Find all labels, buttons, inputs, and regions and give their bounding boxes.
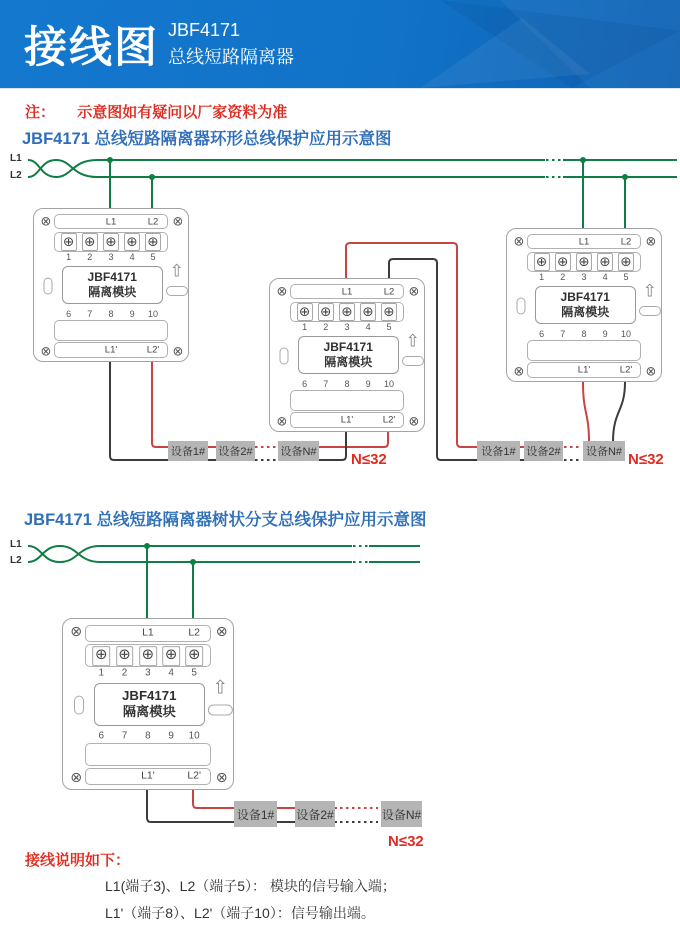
terminal-screw-icon: [576, 253, 592, 271]
terminal-screw-icon: [185, 646, 203, 666]
terminal-screw-glyph: ⊕: [620, 254, 632, 270]
device-box: 设备2#: [216, 441, 255, 461]
terminal-number: 4: [129, 252, 135, 263]
wiring-note-line: L1'（端子8）、L2'（端子10）：信号输出端。: [105, 905, 375, 921]
module-model-label: JBF4171: [560, 290, 610, 305]
terminal-number: 10: [147, 309, 158, 320]
terminal-number: 9: [365, 379, 371, 390]
input-l2-label: L2: [383, 286, 395, 298]
output-l1-label: L1': [104, 344, 118, 356]
terminal-screw-glyph: ⊕: [383, 304, 395, 320]
mounting-slot: [44, 278, 53, 295]
device-box: 设备1#: [168, 441, 208, 461]
module-model-label: JBF4171: [122, 687, 177, 703]
terminal-screw-glyph: ⊕: [320, 304, 332, 320]
terminal-band: [85, 743, 211, 766]
device-box: 设备2#: [295, 801, 335, 827]
note-prefix: 注：: [25, 104, 56, 121]
terminal-number: 4: [365, 322, 371, 333]
label-slot: [639, 306, 661, 316]
up-arrow-icon: ⇧: [212, 676, 229, 698]
terminal-screw-icon: [318, 303, 334, 321]
corner-screw-icon: ⊗: [215, 624, 228, 641]
device-box: 设备1#: [477, 441, 520, 461]
terminal-number: 5: [150, 252, 156, 263]
terminal-number: 1: [302, 322, 308, 333]
terminal-number: 8: [344, 379, 350, 390]
terminal-screw-glyph: ⊕: [557, 254, 569, 270]
module-model-label: JBF4171: [87, 270, 137, 285]
terminal-band: [290, 390, 404, 411]
note-text: 示意图如有疑问以厂家资料为准: [77, 104, 288, 121]
corner-screw-icon: ⊗: [408, 413, 420, 429]
module-model-label: JBF4171: [323, 340, 373, 355]
corner-screw-icon: ⊗: [172, 343, 184, 359]
terminal-number: 9: [168, 730, 174, 742]
corner-screw-icon: ⊗: [40, 213, 52, 229]
terminal-number: 6: [66, 309, 72, 320]
terminal-number: 6: [98, 730, 105, 742]
terminal-number: 10: [383, 379, 394, 390]
device-box: 设备1#: [234, 801, 277, 827]
terminal-screw-glyph: ⊕: [299, 304, 311, 320]
terminal-screw-glyph: ⊕: [126, 234, 138, 250]
module-name-label: 隔离模块: [88, 285, 137, 300]
terminal-screw-glyph: ⊕: [362, 304, 374, 320]
corner-screw-icon: ⊗: [70, 624, 83, 641]
corner-screw-icon: ⊗: [645, 363, 657, 379]
label-slot: [208, 705, 232, 716]
terminal-number: 1: [539, 272, 545, 283]
corner-screw-icon: ⊗: [70, 769, 83, 786]
terminal-number: 3: [581, 272, 587, 283]
corner-screw-icon: ⊗: [513, 363, 525, 379]
corner-screw-icon: ⊗: [276, 283, 288, 299]
page-title: 接线图: [24, 24, 159, 72]
terminal-screw-icon: [162, 646, 180, 666]
terminal-screw-glyph: ⊕: [147, 234, 159, 250]
terminal-screw-glyph: ⊕: [187, 647, 201, 664]
terminal-number: 7: [121, 730, 128, 742]
terminal-number: 4: [168, 667, 174, 679]
terminal-number: 9: [129, 309, 135, 320]
n-limit-label: N≤32: [628, 451, 664, 468]
terminal-screw-icon: [555, 253, 571, 271]
terminal-number: 8: [581, 329, 587, 340]
terminal-screw-glyph: ⊕: [95, 647, 108, 664]
terminal-number: 8: [108, 309, 114, 320]
corner-screw-icon: ⊗: [276, 413, 288, 429]
terminal-screw-glyph: ⊕: [105, 234, 117, 250]
output-l2-label: L2': [146, 344, 160, 356]
terminal-screw-glyph: ⊕: [536, 254, 548, 270]
terminal-screw-glyph: ⊕: [118, 647, 131, 664]
terminal-number: 2: [87, 252, 93, 263]
header-subtitle: 总线短路隔离器: [168, 47, 294, 67]
corner-screw-icon: ⊗: [40, 343, 52, 359]
module-name-box: [298, 336, 399, 375]
terminal-number: 10: [620, 329, 631, 340]
terminal-number: 3: [145, 667, 151, 679]
terminal-band: [54, 320, 168, 341]
output-l1-label: L1': [340, 414, 354, 426]
terminal-screw-icon: [145, 233, 161, 251]
terminal-band: [527, 340, 641, 361]
terminal-number: 1: [98, 667, 105, 679]
corner-screw-icon: ⊗: [172, 213, 184, 229]
terminal-number: 6: [302, 379, 308, 390]
label-slot: [166, 286, 188, 296]
terminal-screw-glyph: ⊕: [84, 234, 96, 250]
bus-label-l1: L1: [10, 539, 22, 550]
terminal-screw-glyph: ⊕: [578, 254, 590, 270]
terminal-screw-glyph: ⊕: [141, 647, 155, 664]
up-arrow-icon: ⇧: [405, 331, 420, 351]
device-box: 设备N#: [583, 441, 625, 461]
input-l1-label: L1: [578, 236, 590, 248]
terminal-screw-glyph: ⊕: [341, 304, 353, 320]
terminal-number: 7: [87, 309, 93, 320]
input-l2-label: L2: [620, 236, 632, 248]
wiring-note-line: L1(端子3)、L2（端子5）： 模块的信号输入端；: [105, 878, 396, 894]
terminal-screw-icon: [360, 303, 376, 321]
up-arrow-icon: ⇧: [642, 281, 657, 301]
terminal-screw-icon: [618, 253, 634, 271]
input-l2-label: L2: [147, 216, 159, 228]
n-limit-label: N≤32: [388, 833, 424, 850]
isolator-module: [506, 228, 662, 382]
input-l1-label: L1: [341, 286, 353, 298]
terminal-number: 5: [386, 322, 392, 333]
corner-screw-icon: ⊗: [215, 769, 228, 786]
header-model: JBF4171: [168, 20, 241, 40]
terminal-screw-icon: [116, 646, 134, 666]
bus-label-l2: L2: [10, 170, 22, 181]
terminal-number: 10: [188, 730, 200, 742]
corner-screw-icon: ⊗: [408, 283, 420, 299]
device-box: 设备N#: [381, 801, 422, 827]
output-l2-label: L2': [187, 770, 202, 782]
corner-screw-icon: ⊗: [645, 233, 657, 249]
terminal-screw-icon: [597, 253, 613, 271]
output-l1-label: L1': [141, 770, 155, 782]
terminal-screw-icon: [61, 233, 77, 251]
section2-heading: JBF4171 总线短路隔离器树状分支总线保护应用示意图: [24, 511, 427, 529]
up-arrow-icon: ⇧: [169, 261, 184, 281]
terminal-screw-glyph: ⊕: [63, 234, 75, 250]
module-name-box: [94, 683, 205, 726]
output-l2-label: L2': [382, 414, 396, 426]
terminal-screw-glyph: ⊕: [164, 647, 178, 664]
input-l1-label: L1: [105, 216, 117, 228]
isolator-module: [269, 278, 425, 432]
isolator-module: [33, 208, 189, 362]
terminal-screw-icon: [381, 303, 397, 321]
module-name-label: 隔离模块: [324, 355, 373, 370]
terminal-screw-icon: [534, 253, 550, 271]
terminal-number: 4: [602, 272, 608, 283]
module-name-label: 隔离模块: [122, 704, 176, 720]
isolator-module: [62, 618, 234, 790]
mounting-slot: [517, 298, 526, 315]
input-l2-label: L2: [188, 627, 201, 639]
terminal-screw-icon: [103, 233, 119, 251]
output-l1-label: L1': [577, 364, 591, 376]
device-box: 设备2#: [524, 441, 563, 461]
terminal-number: 3: [108, 252, 114, 263]
bus-label-l2: L2: [10, 555, 22, 566]
module-name-label: 隔离模块: [561, 305, 610, 320]
terminal-number: 7: [560, 329, 566, 340]
terminal-number: 3: [344, 322, 350, 333]
terminal-number: 2: [121, 667, 128, 679]
corner-screw-icon: ⊗: [513, 233, 525, 249]
terminal-number: 5: [191, 667, 197, 679]
module-name-box: [62, 266, 163, 305]
mounting-slot: [280, 348, 289, 365]
module-name-box: [535, 286, 636, 325]
terminal-number: 8: [145, 730, 151, 742]
terminal-number: 7: [323, 379, 329, 390]
label-slot: [402, 356, 424, 366]
terminal-screw-icon: [297, 303, 313, 321]
terminal-number: 9: [602, 329, 608, 340]
input-l1-label: L1: [142, 627, 154, 639]
output-l2-label: L2': [619, 364, 633, 376]
terminal-number: 1: [66, 252, 72, 263]
terminal-screw-icon: [82, 233, 98, 251]
terminal-screw-icon: [124, 233, 140, 251]
section1-heading: JBF4171 总线短路隔离器环形总线保护应用示意图: [22, 130, 392, 148]
terminal-number: 2: [323, 322, 329, 333]
terminal-screw-icon: [92, 646, 110, 666]
terminal-screw-glyph: ⊕: [599, 254, 611, 270]
wiring-notes-title: 接线说明如下：: [25, 852, 131, 869]
mounting-slot: [74, 696, 84, 715]
n-limit-label: N≤32: [351, 451, 387, 468]
terminal-number: 2: [560, 272, 566, 283]
terminal-screw-icon: [139, 646, 157, 666]
terminal-number: 6: [539, 329, 545, 340]
bus-label-l1: L1: [10, 153, 22, 164]
terminal-screw-icon: [339, 303, 355, 321]
terminal-number: 5: [623, 272, 629, 283]
device-box: 设备N#: [278, 441, 319, 461]
